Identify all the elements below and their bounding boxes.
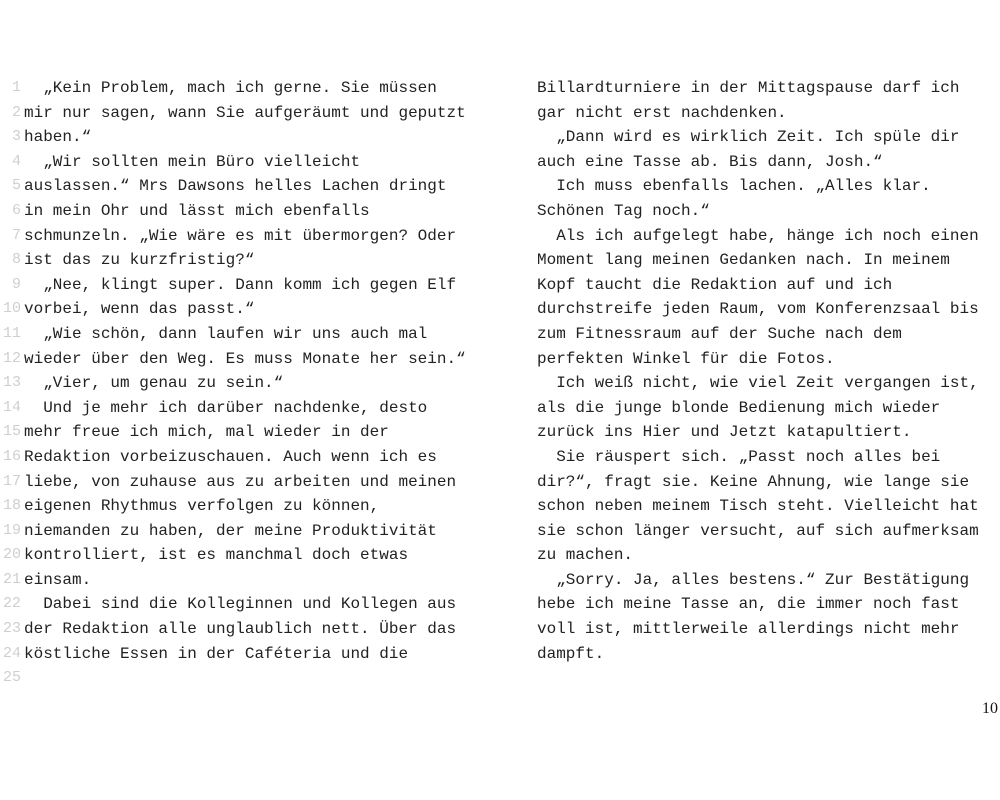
line-text: „Kein Problem, mach ich gerne. Sie müssen [24, 79, 437, 97]
line-number: 18 [2, 497, 21, 515]
line-text: Und je mehr ich darüber nachdenke, desto [24, 398, 428, 417]
text-line [0, 174, 490, 199]
text-line [537, 273, 1000, 298]
line-number: 12 [2, 349, 21, 367]
line-text: Moment lang meinen Gedanken nach. In meinem [537, 251, 950, 270]
line-text: dir?“, fragt sie. Keine Ahnung, wie lange sie [537, 472, 970, 491]
line-number: 24 [2, 644, 21, 662]
line-text: schon neben meinem Tisch steht. Vielleicht hat [537, 497, 979, 516]
line-text: „Wie schön, dann laufen wir uns auch mal [24, 324, 428, 343]
text-line [0, 347, 490, 372]
line-text: mehr freue ich mich, mal wieder in der [24, 423, 389, 442]
line-number: 3 [11, 128, 21, 146]
right-text-column [537, 76, 1000, 666]
line-text: Sie räuspert sich. „Passt noch alles bei [537, 447, 941, 466]
text-line [537, 445, 1000, 470]
text-line [0, 470, 490, 495]
text-line [0, 519, 490, 544]
line-text: wieder über den Weg. Es muss Monate her sein.“ [24, 349, 466, 368]
line-text: perfekten Winkel für die Fotos. [537, 349, 835, 368]
text-line [537, 592, 1000, 617]
text-line [0, 396, 490, 421]
text-line [537, 494, 1000, 519]
line-number: 4 [11, 152, 21, 170]
line-text: köstliche Essen in der Caféteria und die [24, 644, 409, 663]
text-line [0, 224, 490, 249]
line-text: Ich muss ebenfalls lachen. „Alles klar. [537, 177, 931, 196]
line-text: hebe ich meine Tasse an, die immer noch fast [537, 595, 960, 614]
text-line [537, 519, 1000, 544]
line-text: liebe, von zuhause aus zu arbeiten und meinen [24, 472, 457, 491]
line-text: einsam. [24, 570, 92, 589]
text-line [537, 76, 1000, 101]
text-line [0, 273, 490, 298]
line-text: „Nee, klingt super. Dann komm ich gegen Elf [24, 275, 457, 294]
text-line [0, 494, 490, 519]
line-text: mir nur sagen, wann Sie aufgeräumt und geputzt [24, 103, 466, 122]
line-number: 25 [2, 669, 21, 687]
line-text: vorbei, wenn das passt.“ [24, 300, 255, 319]
line-number: 21 [2, 570, 21, 588]
text-line [537, 150, 1000, 175]
text-line [0, 642, 490, 667]
line-text: zu machen. [537, 546, 634, 565]
left-text-column [0, 76, 490, 691]
text-line [537, 371, 1000, 396]
line-number: 14 [2, 398, 21, 416]
text-line [0, 125, 490, 150]
line-text: durchstreife jeden Raum, vom Konferenzsaal bis [537, 300, 979, 319]
text-line [537, 224, 1000, 249]
line-text: Kopf taucht die Redaktion auf und ich [537, 275, 893, 294]
text-line [0, 101, 490, 126]
text-line [0, 297, 490, 322]
line-text: kontrolliert, ist es manchmal doch etwas [24, 546, 409, 565]
line-number: 17 [2, 472, 21, 490]
text-line [537, 101, 1000, 126]
text-line [537, 322, 1000, 347]
line-number: 11 [2, 324, 21, 342]
line-text: schmunzeln. „Wie wäre es mit übermorgen? Oder [24, 226, 457, 245]
text-line [537, 174, 1000, 199]
text-line [0, 322, 490, 347]
text-line [537, 470, 1000, 495]
line-text: als die junge blonde Bedienung mich wieder [537, 398, 941, 417]
line-number: 7 [11, 226, 21, 244]
line-number: 6 [11, 201, 21, 219]
text-line [0, 76, 490, 101]
text-line [0, 150, 490, 175]
line-text: auslassen.“ Mrs Dawsons helles Lachen dringt [24, 177, 447, 196]
line-number: 2 [11, 103, 21, 121]
text-line [537, 248, 1000, 273]
line-text: „Wir sollten mein Büro vielleicht [24, 152, 361, 171]
line-number: 19 [2, 521, 21, 539]
line-text: zurück ins Hier und Jetzt katapultiert. [537, 423, 912, 442]
line-text: haben.“ [24, 128, 92, 147]
text-line [537, 543, 1000, 568]
line-number: 16 [2, 447, 21, 465]
text-line [0, 543, 490, 568]
text-line [0, 568, 490, 593]
text-line [537, 642, 1000, 667]
line-text: der Redaktion alle unglaublich nett. Über das [24, 620, 457, 639]
line-text: in mein Ohr und lässt mich ebenfalls [24, 201, 370, 220]
text-line [537, 347, 1000, 372]
text-line [0, 666, 490, 691]
text-line [537, 125, 1000, 150]
text-line [0, 420, 490, 445]
line-number: 5 [11, 177, 21, 195]
line-text: eigenen Rhythmus verfolgen zu können, [24, 497, 380, 516]
line-text: niemanden zu haben, der meine Produktivität [24, 521, 437, 540]
text-line [0, 371, 490, 396]
line-text: ist das zu kurzfristig?“ [24, 251, 255, 270]
line-text: voll ist, mittlerweile allerdings nicht mehr [537, 620, 960, 639]
line-number: 9 [11, 275, 21, 293]
line-text: Als ich aufgelegt habe, hänge ich noch einen [537, 226, 979, 245]
line-text: Schönen Tag noch.“ [537, 201, 710, 220]
text-line [0, 199, 490, 224]
text-line [537, 199, 1000, 224]
text-line [537, 617, 1000, 642]
line-number: 1 [11, 79, 21, 96]
page-number: 10 [982, 700, 998, 717]
text-line [0, 592, 490, 617]
line-text: „Dann wird es wirklich Zeit. Ich spüle dir [537, 128, 960, 147]
line-number: 13 [2, 374, 21, 392]
line-text: Ich weiß nicht, wie viel Zeit vergangen ist, [537, 374, 979, 393]
line-text: Billardturniere in der Mittagspause darf ich [537, 79, 960, 97]
line-text: dampft. [537, 644, 605, 663]
line-text: „Sorry. Ja, alles bestens.“ Zur Bestätigung [537, 570, 970, 589]
text-line [537, 297, 1000, 322]
line-text: Dabei sind die Kolleginnen und Kollegen aus [24, 595, 457, 614]
line-text: gar nicht erst nachdenken. [537, 103, 787, 122]
line-text: Redaktion vorbeizuschauen. Auch wenn ich es [24, 447, 437, 466]
text-line [537, 568, 1000, 593]
line-number: 20 [2, 546, 21, 564]
text-line [537, 396, 1000, 421]
line-text: auch eine Tasse ab. Bis dann, Josh.“ [537, 152, 883, 171]
line-text: zum Fitnessraum auf der Suche nach dem [537, 324, 902, 343]
line-number: 22 [2, 595, 21, 613]
text-line [0, 248, 490, 273]
line-number: 8 [11, 251, 21, 269]
text-line [0, 617, 490, 642]
text-line [0, 445, 490, 470]
text-line [537, 420, 1000, 445]
line-number: 15 [2, 423, 21, 441]
line-text: „Vier, um genau zu sein.“ [24, 374, 284, 393]
line-text: sie schon länger versucht, auf sich aufmerksam [537, 521, 979, 540]
line-number: 23 [2, 620, 21, 638]
line-number: 10 [2, 300, 21, 318]
